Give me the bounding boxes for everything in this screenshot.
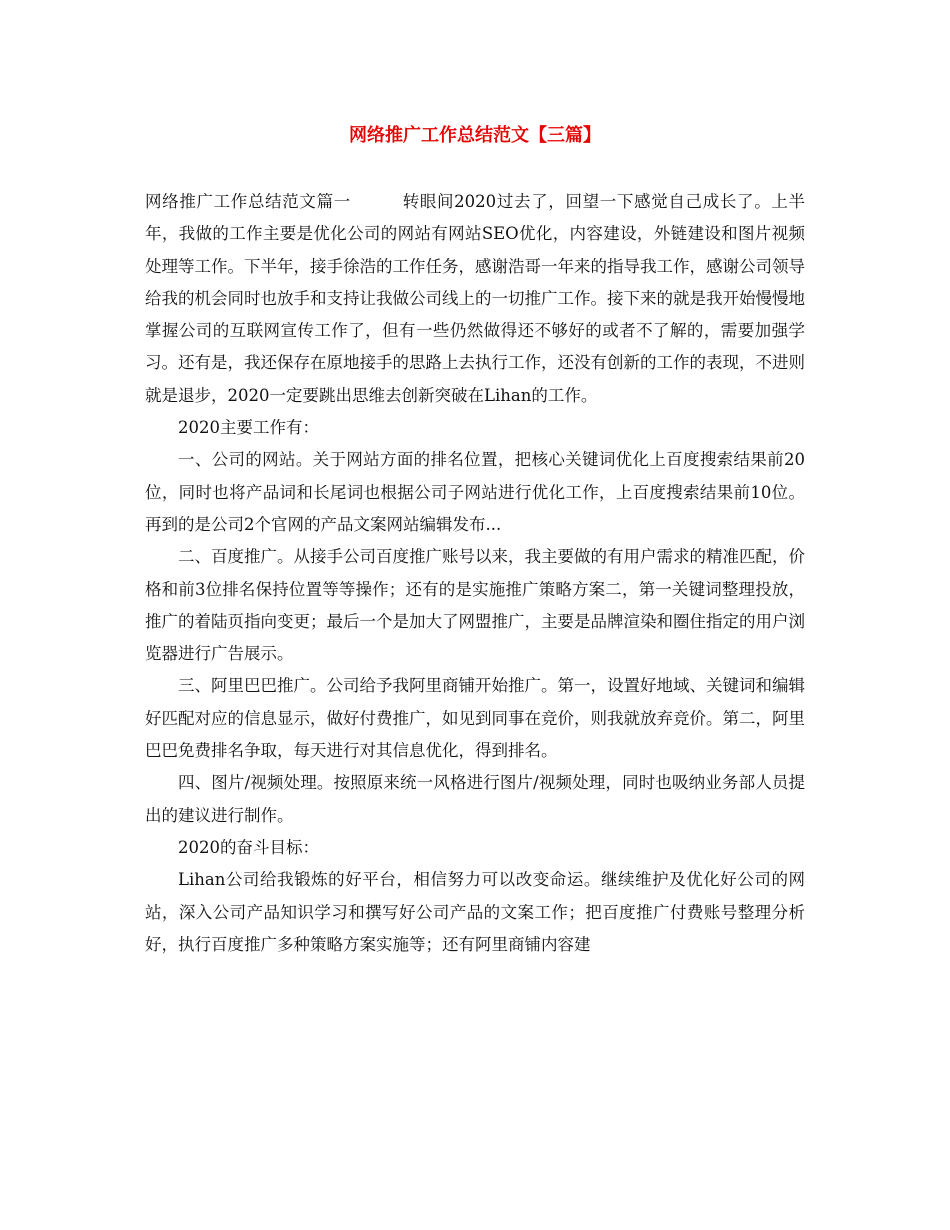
paragraph-image-video: 四、图片/视频处理。按照原来统一风格进行图片/视频处理，同时也吸纳业务部人员提出的建议进行制作。 [145,773,805,825]
paragraph-website: 一、公司的网站。关于网站方面的排名位置，把核心关键词优化上百度搜索结果前20位，同时也将产品词和长尾词也根据公司子网站进行优化工作，上百度搜索结果前10位。再到的是公司2个官网的产品文案网站编辑发布... [145,450,805,534]
intro-heading: 网络推广工作总结范文篇一 [145,192,351,211]
paragraph-goals: Lihan公司给我锻炼的好平台，相信努力可以改变命运。继续维护及优化好公司的网站，深入公司产品知识学习和撰写好公司产品的文案工作；把百度推广付费账号整理分析好，执行百度推广多种策略方案实施等；还有阿里商铺内容建 [145,870,805,954]
paragraph-goals-heading: 2020的奋斗目标： [178,837,319,857]
document-body [145,186,805,961]
intro-text: 转眼间2020过去了，回望一下感觉自己成长了。上半年，我做的工作主要是优化公司的网站有网站SEO优化，内容建设，外链建设和图片视频处理等工作。下半年，接手徐浩的工作任务，感谢浩哥一年来的指导我工作，感谢公司领导给我的机会同时也放手和支持让我做公司线上的一切推广工作。接下来的就是我开始慢慢地掌握公司的互联网宣传工作了，但有一些仍然做得还不够好的或者不了解的，需要加强学习。还有是，我还保存在原地接手的思路上去执行工作，还没有创新的工作的表现，不进则就是退步，2020一定要跳出思维去创新突破在Lihan的工作。 [145,192,806,405]
paragraph-baidu-promotion: 二、百度推广。从接手公司百度推广账号以来，我主要做的有用户需求的精准匹配，价格和前3位排名保持位置等等操作；还有的是实施推广策略方案二，第一关键词整理投放，推广的着陆页指向变更；最后一个是加大了网盟推广，主要是品牌渲染和圈住指定的用户浏览器进行广告展示。 [145,547,805,664]
intro-paragraph [145,186,805,412]
document-title: 网络推广工作总结范文【三篇】 [349,125,601,146]
paragraph-main-work-heading: 2020主要工作有： [178,418,319,438]
paragraph-alibaba-promotion: 三、阿里巴巴推广。公司给予我阿里商铺开始推广。第一，设置好地域、关键词和编辑好匹配对应的信息显示，做好付费推广，如见到同事在竞价，则我就放弃竞价。第二，阿里巴巴免费排名争取，每天进行对其信息优化，得到排名。 [145,676,805,761]
